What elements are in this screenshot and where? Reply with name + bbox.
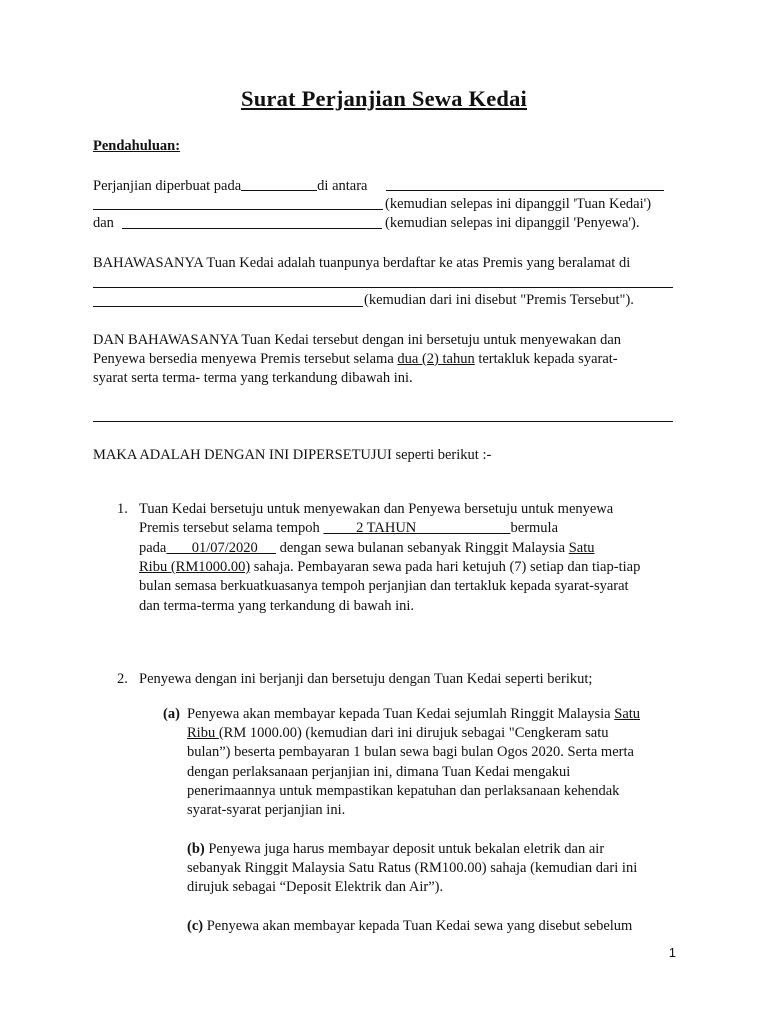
whereas-1-suffix: (kemudian dari ini disebut "Premis Tersebut"). — [364, 292, 634, 308]
premise-address-blank-1 — [93, 287, 673, 288]
clause-2c-line-1 — [187, 917, 632, 936]
clause-2a-line-6: syarat-syarat perjanjian ini. — [187, 802, 346, 818]
clause-2-line-1: Penyewa dengan ini berjanji dan bersetuju dengan Tuan Kedai seperti berikut; — [139, 671, 593, 687]
document-title: Surat Perjanjian Sewa Kedai — [240, 86, 527, 111]
deposit-amount-words-1: Satu — [614, 706, 641, 722]
clause-1-line-3 — [139, 539, 594, 558]
clause-1-number: 1. — [117, 501, 128, 517]
whereas-2-line-2 — [93, 350, 618, 369]
intro-tenant-suffix: (kemudian selepas ini dipanggil 'Penyewa'). — [385, 215, 640, 231]
clause-2b-label: (b) — [187, 841, 205, 857]
whereas-2-text-b: tertakluk kepada syarat- — [478, 351, 618, 367]
clause-2a-line-4: dengan perlaksanaan perjanjian ini, dimana Tuan Kedai mengakui — [187, 764, 571, 780]
clause-1-text-a: Premis tersebut selama tempoh — [139, 520, 320, 536]
clause-2b-line-2: sebanyak Ringgit Malaysia Satu Ratus (RM100.00) sahaja (kemudian dari ini — [187, 860, 638, 876]
intro-tenant-prefix: dan — [93, 215, 114, 231]
whereas-2-text-a: Penyewa bersedia menyewa Premis tersebut selama — [93, 351, 394, 367]
clause-1-line-5: bulan semasa berkuatkuasanya tempoh perjanjian dan tertakluk kepada syarat-syarat — [139, 578, 629, 594]
intro-heading: Pendahuluan: — [93, 138, 181, 154]
clause-2a-line-2 — [187, 724, 609, 743]
clause-2a-line-5: penerimaannya untuk mempastikan kepatuhan dan perlaksanaan kehendak — [187, 783, 620, 799]
clause-2b-line-1 — [187, 840, 604, 859]
separator-rule — [93, 421, 673, 422]
clause-2c-text-1: Penyewa akan membayar kepada Tuan Kedai sewa yang disebut sebelum — [206, 918, 633, 934]
clause-2a-text-a: Penyewa akan membayar kepada Tuan Kedai sejumlah Ringgit Malaysia — [187, 706, 615, 722]
landlord-name-blank-2 — [93, 209, 383, 210]
intro-landlord-suffix: (kemudian selepas ini dipanggil 'Tuan Kedai') — [385, 196, 652, 212]
whereas-2-line-3: syarat serta terma- terma yang terkandung dibawah ini. — [93, 370, 413, 386]
clause-2b-line-3: dirujuk sebagai “Deposit Elektrik dan Air”). — [187, 879, 444, 895]
clause-1-line-2 — [139, 519, 558, 538]
clause-2-number: 2. — [117, 671, 128, 687]
rent-amount-words-2: Ribu (RM1000.00) — [139, 559, 251, 575]
tenant-name-blank — [122, 228, 382, 229]
premise-address-blank-2 — [93, 306, 363, 307]
clause-1-line-6: dan terma-terma yang terkandung di bawah ini. — [139, 598, 414, 614]
deposit-amount-words-2: Ribu — [187, 725, 219, 741]
clause-1-line-4 — [139, 558, 640, 577]
clause-2a-label: (a) — [163, 706, 180, 722]
intro-text-between: di antara — [317, 178, 368, 194]
clause-1-line-1: Tuan Kedai bersetuju untuk menyewakan dan Penyewa bersetuju untuk menyewa — [139, 501, 614, 517]
clause-1-text-d: dengan sewa bulanan sebanyak Ringgit Malaysia — [275, 540, 569, 556]
clause-1-text-e: sahaja. Pembayaran sewa pada hari ketujuh (7) setiap dan tiap-tiap — [250, 559, 641, 575]
rent-amount-words-1: Satu — [568, 540, 595, 556]
clause-2b-text-1: Penyewa juga harus membayar deposit untuk bekalan eletrik dan air — [208, 841, 605, 857]
intro-line-1 — [93, 176, 368, 196]
agreed-heading: MAKA ADALAH DENGAN INI DIPERSETUJUI seperti berikut :- — [93, 447, 492, 463]
start-date-field: 01/07/2020 — [166, 540, 276, 556]
page-number: 1 — [668, 945, 676, 960]
tenancy-duration: dua (2) tahun — [397, 351, 475, 367]
clause-1-text-c: pada — [139, 540, 167, 556]
clause-2a-line-1 — [187, 705, 640, 724]
date-blank — [241, 176, 317, 191]
landlord-name-blank — [386, 190, 664, 191]
whereas-2-line-1: DAN BAHAWASANYA Tuan Kedai tersebut dengan ini bersetuju untuk menyewakan dan — [93, 332, 622, 348]
whereas-1-line-1: BAHAWASANYA Tuan Kedai adalah tuanpunya berdaftar ke atas Premis yang beralamat di — [93, 255, 631, 271]
clause-2a-text-b: (RM 1000.00) (kemudian dari ini dirujuk sebagai "Cengkeram satu — [218, 725, 609, 741]
clause-2a-line-3: bulan”) beserta pembayaran 1 bulan sewa bagi bulan Ogos 2020. Serta merta — [187, 744, 634, 760]
clause-1-text-b: bermula — [510, 520, 559, 536]
clause-2c-label: (c) — [187, 918, 204, 934]
tenancy-period-field: 2 TAHUN — [323, 520, 511, 536]
intro-text-date: Perjanjian diperbuat pada — [93, 178, 242, 194]
